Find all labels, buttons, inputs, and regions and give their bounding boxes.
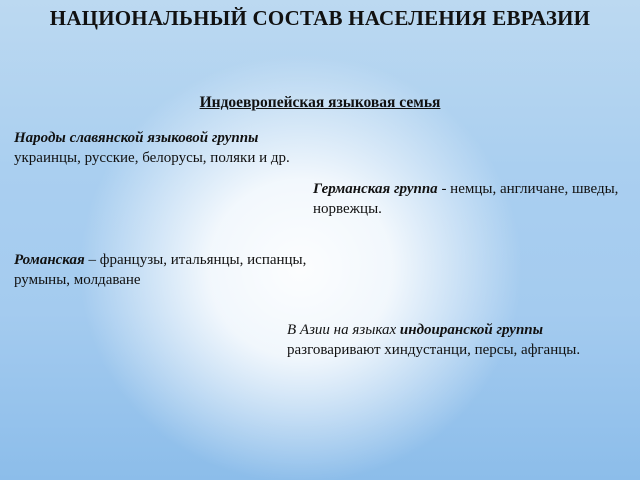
germanic-group-block xyxy=(313,179,633,219)
indoiranian-group-block xyxy=(287,320,617,360)
romance-group-heading: Романская xyxy=(14,252,85,268)
germanic-group-peoples: - немцы, англичане, шведы, норвежцы. xyxy=(313,181,619,217)
slavic-group-heading: Народы славянской языковой группы xyxy=(14,130,259,146)
slavic-group-peoples: украинцы, русские, белорусы, поляки и др. xyxy=(14,150,290,166)
indoiranian-group-peoples: разговаривают хиндустанци, персы, афганцы. xyxy=(287,342,581,358)
romance-group-peoples: – французы, итальянцы, испанцы, румыны, молдаване xyxy=(14,252,307,288)
indoiranian-intro: В Азии на языках xyxy=(287,322,400,338)
slavic-group-block xyxy=(14,128,434,168)
slide-title: НАЦИОНАЛЬНЫЙ СОСТАВ НАСЕЛЕНИЯ ЕВРАЗИИ xyxy=(49,6,591,30)
slide-subtitle: Индоевропейская языковая семья xyxy=(199,94,441,111)
germanic-group-heading: Германская группа xyxy=(313,181,438,197)
indoiranian-group-heading: индоиранской группы xyxy=(399,322,544,338)
romance-group-block xyxy=(14,250,314,290)
